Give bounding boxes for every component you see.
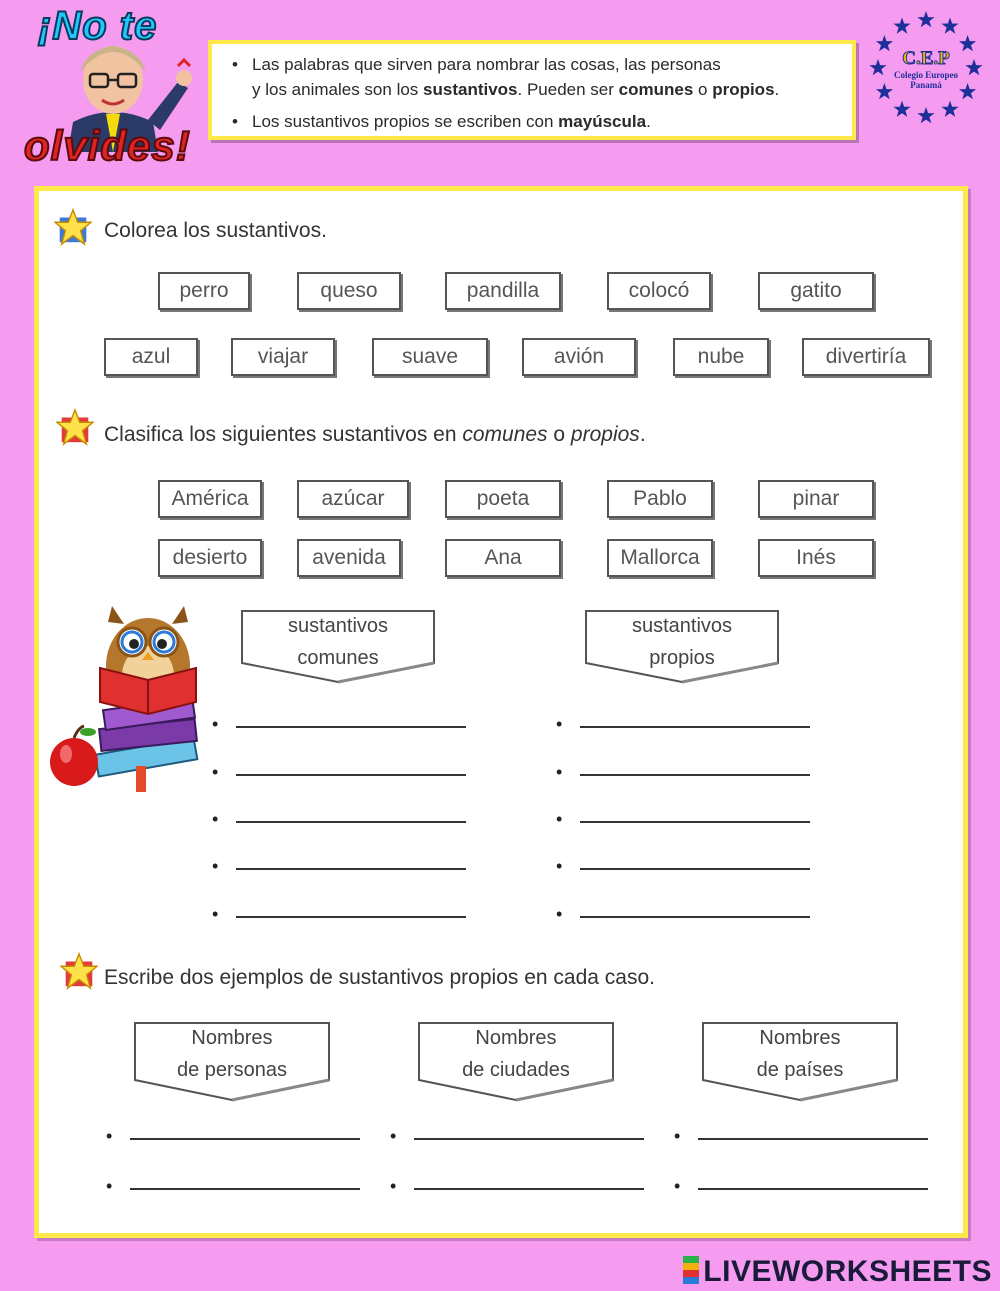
blank-line xyxy=(414,1138,644,1140)
blank-line xyxy=(580,868,810,870)
bullet-dot: • xyxy=(212,714,219,734)
answer-line[interactable] xyxy=(212,807,468,827)
reminder-box xyxy=(208,40,856,140)
logo-name: Colegio Europeo xyxy=(893,70,959,80)
word-box[interactable]: pinar xyxy=(758,480,874,518)
header-title-line1: ¡No te xyxy=(38,4,158,48)
live-tag-icon xyxy=(683,1256,699,1284)
bullet-dot: • xyxy=(556,856,563,876)
blank-line xyxy=(236,726,466,728)
star-icon xyxy=(54,208,92,246)
word-box[interactable]: Pablo xyxy=(607,480,713,518)
answer-line[interactable] xyxy=(106,1124,362,1144)
bullet-dot: • xyxy=(390,1176,397,1196)
blank-line xyxy=(580,726,810,728)
blank-line xyxy=(236,821,466,823)
school-logo xyxy=(864,10,988,126)
section3-title: Escribe dos ejemplos de sustantivos propios en cada caso. xyxy=(104,966,655,989)
word-box[interactable]: Inés xyxy=(758,539,874,577)
header-title-line2: olvides! xyxy=(24,122,191,169)
bullet-dot: • xyxy=(106,1126,113,1146)
no-te-olvides-badge xyxy=(18,2,208,172)
banner-comunes: sustantivos comunes xyxy=(238,608,438,686)
logo-initials: C.E.P xyxy=(902,48,950,69)
answer-line[interactable] xyxy=(390,1174,646,1194)
word-box[interactable]: América xyxy=(158,480,262,518)
bullet-dot: • xyxy=(556,762,563,782)
blank-line xyxy=(698,1188,928,1190)
answer-line[interactable] xyxy=(556,712,812,732)
banner-propios: sustantivos propios xyxy=(582,608,782,686)
bullet-dot: • xyxy=(556,809,563,829)
word-box[interactable]: avenida xyxy=(297,539,401,577)
bullet-dot: • xyxy=(674,1176,681,1196)
blank-line xyxy=(698,1138,928,1140)
tip-line-2: • Los sustantivos propios se escriben con mayúscula. xyxy=(232,109,836,134)
word-box[interactable]: colocó xyxy=(607,272,711,310)
word-box[interactable]: perro xyxy=(158,272,250,310)
bullet-dot: • xyxy=(212,809,219,829)
liveworksheets-brand: LIVEWORKSHEETS xyxy=(683,1255,992,1289)
blank-line xyxy=(236,774,466,776)
word-box[interactable]: azul xyxy=(104,338,198,376)
word-box[interactable]: nube xyxy=(673,338,769,376)
banner-personas: Nombres de personas xyxy=(132,1020,332,1104)
star-icon xyxy=(60,952,98,990)
blank-line xyxy=(580,774,810,776)
bullet-dot: • xyxy=(674,1126,681,1146)
answer-line[interactable] xyxy=(106,1174,362,1194)
answer-line[interactable] xyxy=(390,1124,646,1144)
word-box[interactable]: gatito xyxy=(758,272,874,310)
blank-line xyxy=(236,916,466,918)
word-box[interactable]: avión xyxy=(522,338,636,376)
word-box[interactable]: queso xyxy=(297,272,401,310)
bullet-dot: • xyxy=(556,904,563,924)
answer-line[interactable] xyxy=(212,760,468,780)
bullet-dot: • xyxy=(212,904,219,924)
word-box[interactable]: desierto xyxy=(158,539,262,577)
star-icon xyxy=(56,408,94,446)
answer-line[interactable] xyxy=(212,712,468,732)
banner-paises: Nombres de países xyxy=(700,1020,900,1104)
answer-line[interactable] xyxy=(556,902,812,922)
blank-line xyxy=(580,821,810,823)
word-box[interactable]: viajar xyxy=(231,338,335,376)
word-box[interactable]: poeta xyxy=(445,480,561,518)
blank-line xyxy=(236,868,466,870)
word-box[interactable]: azúcar xyxy=(297,480,409,518)
answer-line[interactable] xyxy=(556,760,812,780)
answer-line[interactable] xyxy=(212,902,468,922)
word-box[interactable]: Ana xyxy=(445,539,561,577)
answer-line[interactable] xyxy=(556,854,812,874)
word-box[interactable]: divertiría xyxy=(802,338,930,376)
bullet-dot: • xyxy=(212,856,219,876)
tip-line-1: • Las palabras que sirven para nombrar las cosas, las personas y los animales son los sustantivos. Pueden ser comunes o propios. xyxy=(232,52,836,102)
answer-line[interactable] xyxy=(556,807,812,827)
section2-title: Clasifica los siguientes sustantivos en comunes o propios. xyxy=(104,423,646,446)
answer-line[interactable] xyxy=(674,1174,930,1194)
blank-line xyxy=(130,1138,360,1140)
answer-line[interactable] xyxy=(212,854,468,874)
blank-line xyxy=(130,1188,360,1190)
blank-line xyxy=(580,916,810,918)
word-box[interactable]: Mallorca xyxy=(607,539,713,577)
word-box[interactable]: pandilla xyxy=(445,272,561,310)
word-box[interactable]: suave xyxy=(372,338,488,376)
logo-city: Panamá xyxy=(910,80,942,90)
bullet-dot: • xyxy=(212,762,219,782)
answer-line[interactable] xyxy=(674,1124,930,1144)
bullet-dot: • xyxy=(106,1176,113,1196)
blank-line xyxy=(414,1188,644,1190)
section1-title: Colorea los sustantivos. xyxy=(104,219,327,242)
bullet-dot: • xyxy=(556,714,563,734)
bullet-dot: • xyxy=(390,1126,397,1146)
banner-ciudades: Nombres de ciudades xyxy=(416,1020,616,1104)
owl-books-icon xyxy=(48,596,208,796)
